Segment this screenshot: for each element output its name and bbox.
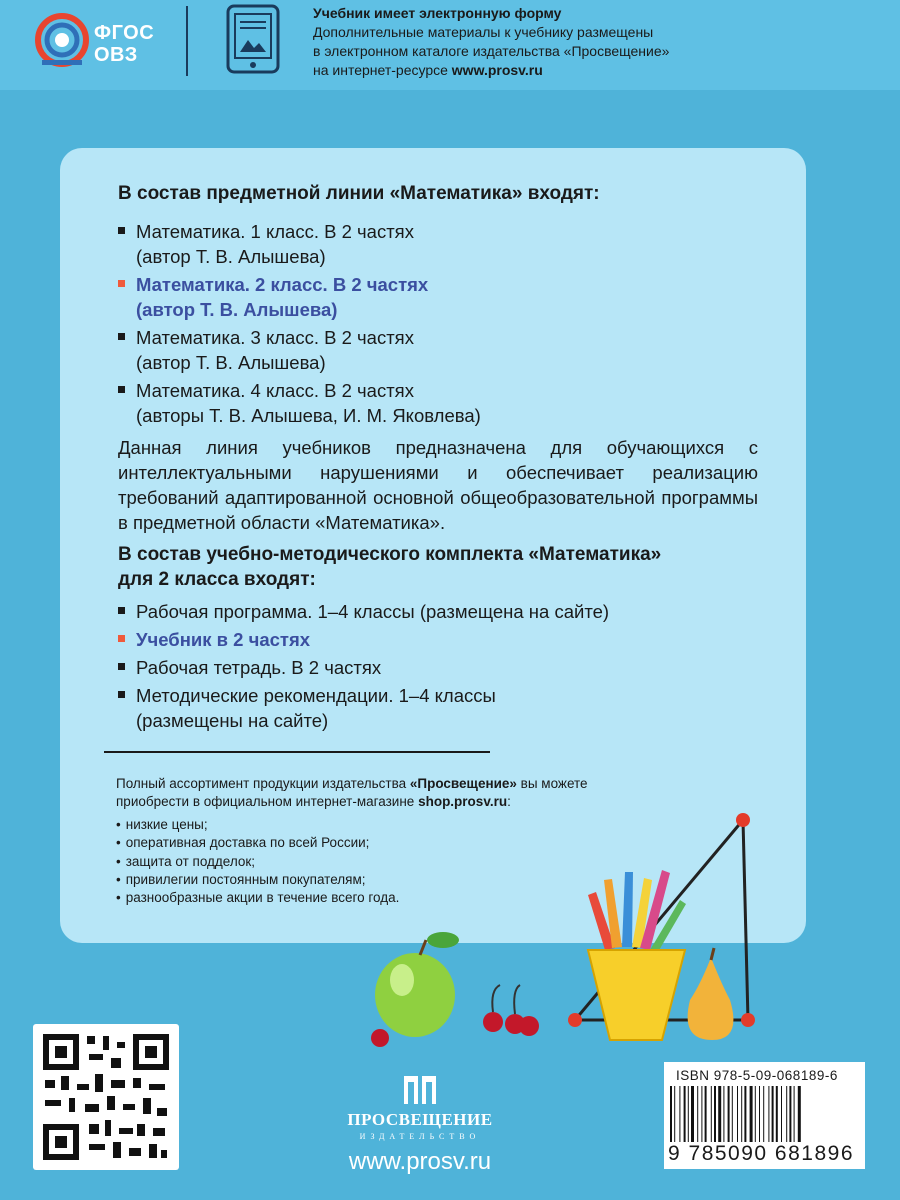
prosveshchenie-logo-icon: [400, 1068, 440, 1108]
ean-number: 9 785090 681896: [668, 1142, 854, 1165]
benefit-item: • привилегии постоянным покупателям;: [116, 871, 399, 889]
apple-icon: [375, 932, 459, 1037]
kit-list: [118, 599, 609, 736]
benefit-item: • защита от подделок;: [116, 853, 399, 871]
pear-icon: [688, 948, 734, 1040]
publisher-name: ПРОСВЕЩЕНИЕ: [347, 1110, 493, 1129]
list-item: Рабочая тетрадь. В 2 частях: [118, 655, 609, 680]
list-item: Методические рекомендации. 1–4 классы (размещены на сайте): [118, 683, 609, 733]
fgos-emblem-icon: [32, 10, 92, 74]
publisher-site-link[interactable]: www.prosv.ru: [348, 1148, 492, 1175]
barcode-icon: [668, 1086, 863, 1146]
section-divider: [104, 751, 490, 753]
qr-code[interactable]: [33, 1024, 179, 1170]
list-item-highlighted: Учебник в 2 частях: [118, 627, 609, 652]
benefit-item: • низкие цены;: [116, 816, 399, 834]
eform-notice: Учебник имеет электронную форму Дополнительные материалы к учебнику размещены в электронном каталоге издательства «Просвещение» на интернет-ресурсе www.prosv.ru: [313, 5, 670, 78]
list-item: Рабочая программа. 1–4 классы (размещена на сайте): [118, 599, 609, 624]
pencil-cup-icon: [588, 950, 685, 1040]
benefit-item: • оперативная доставка по всей России;: [116, 834, 399, 852]
header-divider: [186, 6, 188, 76]
kit-section-title: В состав учебно-методического комплекта «Математика» для 2 класса входят:: [118, 544, 662, 590]
shop-notice: Полный ассортимент продукции издательства «Просвещение» вы можете приобрести в официальном интернет-магазине shop.prosv.ru:: [116, 776, 588, 809]
list-item: Математика. 1 класс. В 2 частях (автор Т. В. Алышева): [118, 219, 481, 269]
list-item: Математика. 4 класс. В 2 частях (авторы Т. В. Алышева, И. М. Яковлева): [118, 378, 481, 428]
line-section-title: В состав предметной линии «Математика» входят:: [118, 183, 600, 204]
list-item-highlighted: Математика. 2 класс. В 2 частях (автор Т. В. Алышева): [118, 272, 481, 322]
benefit-item: • разнообразные акции в течение всего года.: [116, 889, 399, 907]
description-paragraph: Данная линия учебников предназначена для обучающихся с интеллектуальными нарушениями и обеспечивает реализацию требований адаптированной основной общеобразовательной программы в предметной области «Математика».: [118, 437, 758, 533]
qr-code-icon: [33, 1024, 179, 1170]
pencils-icon: [588, 870, 686, 952]
tablet-icon: [226, 4, 280, 74]
publisher-subtitle: ИЗДАТЕЛЬСТВО: [359, 1132, 481, 1141]
line-list: [118, 219, 481, 431]
list-item: Математика. 3 класс. В 2 частях (автор Т. В. Алышева): [118, 325, 481, 375]
isbn-number: ISBN 978-5-09-068189-6: [676, 1068, 838, 1083]
stationery-illustration: [340, 800, 770, 1050]
fgos-logo-text: ФГОС ОВЗ: [94, 22, 155, 66]
